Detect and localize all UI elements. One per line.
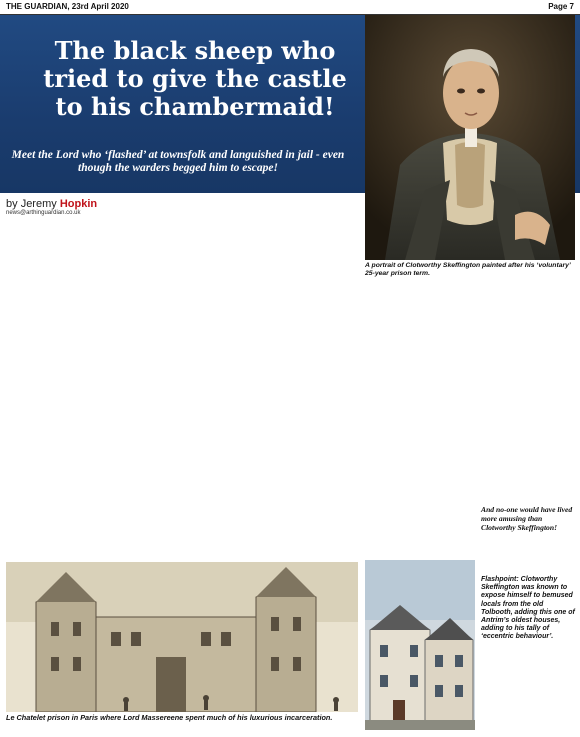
standfirst: Meet the Lord who ‘flashed’ at townsfolk and languished in jail - even though the warders begged him to escape! [11, 149, 345, 174]
masthead [0, 0, 580, 15]
article-column-2 [124, 198, 238, 560]
portrait-image [365, 15, 575, 260]
article-column-1 [6, 220, 118, 560]
byline-by: by [6, 198, 18, 210]
headline: The black sheep who tried to give the castle to his chambermaid! [43, 36, 347, 121]
article-column-5 [475, 283, 575, 503]
byline-email[interactable]: news@arthinguardian.co.uk [6, 210, 81, 216]
byline-name [6, 198, 118, 210]
chatelet-image [6, 562, 358, 712]
article-column-3 [244, 198, 358, 560]
pull-quote: And no-one would have lived more amusing than Clotworthy Skeffington! [481, 505, 573, 532]
portrait-caption: A portrait of Clotworthy Skeffington painted after his ‘voluntary’ 25-year prison term. [365, 262, 571, 277]
masthead-page-number: Page 7 [548, 2, 574, 11]
antrim-houses-photo [365, 560, 475, 730]
chatelet-caption: Le Chatelet prison in Paris where Lord Massereene spent much of his luxurious incarceration. [6, 713, 333, 722]
masthead-publication-date: THE GUARDIAN, 23rd April 2020 [6, 2, 129, 11]
antrim-houses-image [365, 560, 475, 730]
flashpoint-caption: Flashpoint: Clotworthy Skeffington was known to expose himself to bemused locals from the old Tolbooth, adding this one of Antrim’s oldest houses, adding to his tally of ‘eccentric behaviour’. [481, 576, 575, 641]
portrait-painting [365, 15, 575, 260]
byline [6, 198, 118, 216]
article-column-4 [365, 283, 469, 558]
byline-surname: Hopkin [59, 198, 98, 210]
byline-firstname: Jeremy [20, 198, 57, 210]
chatelet-illustration [6, 562, 358, 712]
